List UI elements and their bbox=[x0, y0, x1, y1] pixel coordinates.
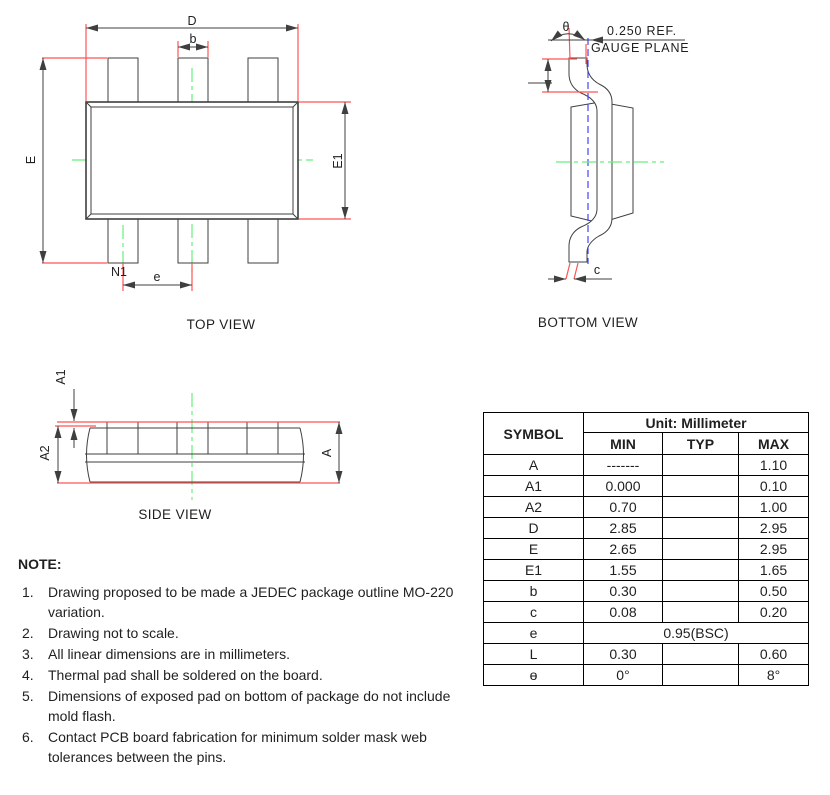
caption-side-view: SIDE VIEW bbox=[138, 507, 212, 522]
cell-max: 8° bbox=[739, 665, 809, 686]
package-body-top-view bbox=[86, 102, 298, 219]
cell-max: 0.10 bbox=[739, 476, 809, 497]
note-number: 5. bbox=[22, 688, 34, 704]
label-ref: 0.250 REF. bbox=[607, 24, 677, 38]
cell-max: 2.95 bbox=[739, 539, 809, 560]
cell-max: 1.00 bbox=[739, 497, 809, 518]
table-row bbox=[484, 560, 809, 581]
reference-planes-side-view bbox=[55, 422, 340, 483]
dim-theta bbox=[548, 20, 591, 64]
note-item bbox=[18, 727, 455, 767]
cell-typ bbox=[663, 581, 739, 602]
cell-symbol: L bbox=[484, 644, 584, 665]
cell-min: 0° bbox=[584, 665, 663, 686]
dim-label-c: c bbox=[593, 263, 601, 277]
cell-typ bbox=[663, 497, 739, 518]
col-header-typ: TYP bbox=[663, 433, 739, 455]
dim-e bbox=[123, 263, 192, 291]
col-header-unit: Unit: Millimeter bbox=[584, 413, 809, 433]
cell-symbol: c bbox=[484, 602, 584, 623]
dim-b bbox=[178, 32, 208, 57]
pin bbox=[247, 422, 278, 454]
note-text: Drawing not to scale. bbox=[48, 625, 179, 641]
label-gauge-plane: GAUGE PLANE bbox=[591, 41, 690, 55]
cell-symbol: e bbox=[484, 623, 584, 644]
dim-label-A: A bbox=[320, 448, 334, 458]
dim-A bbox=[320, 422, 339, 483]
caption-bottom-view: BOTTOM VIEW bbox=[537, 315, 639, 330]
cell-min: 0.000 bbox=[584, 476, 663, 497]
col-header-max: MAX bbox=[739, 433, 809, 455]
cell-symbol: ɵ bbox=[484, 665, 584, 686]
cell-typ bbox=[663, 455, 739, 476]
cell-max: 2.95 bbox=[739, 518, 809, 539]
cell-min: 2.65 bbox=[584, 539, 663, 560]
cell-typ bbox=[663, 560, 739, 581]
cell-typ bbox=[663, 602, 739, 623]
notes-section bbox=[18, 554, 455, 768]
note-item bbox=[18, 623, 455, 643]
cell-symbol: b bbox=[484, 581, 584, 602]
note-number: 1. bbox=[22, 584, 34, 600]
dim-label-theta: θ bbox=[562, 20, 570, 34]
pin bbox=[248, 219, 278, 263]
note-number: 4. bbox=[22, 667, 34, 683]
cell-min: 2.85 bbox=[584, 518, 663, 539]
dim-label-b: b bbox=[189, 32, 197, 46]
note-item bbox=[18, 665, 455, 685]
table-row bbox=[484, 497, 809, 518]
dim-label-A1: A1 bbox=[54, 369, 68, 385]
note-text: Thermal pad shall be soldered on the board. bbox=[48, 667, 323, 683]
cell-typ bbox=[663, 518, 739, 539]
dimension-table bbox=[483, 412, 809, 686]
cell-symbol: E bbox=[484, 539, 584, 560]
body-right-edge bbox=[300, 428, 304, 482]
cell-typ bbox=[663, 539, 739, 560]
note-item bbox=[18, 644, 455, 664]
note-text: Dimensions of exposed pad on bottom of package do not include mold flash. bbox=[48, 688, 451, 724]
table-row bbox=[484, 455, 809, 476]
cell-symbol: D bbox=[484, 518, 584, 539]
cell-span-value: 0.95(BSC) bbox=[584, 623, 809, 644]
dim-label-E1: E1 bbox=[331, 153, 345, 169]
note-number: 2. bbox=[22, 625, 34, 641]
dim-A2 bbox=[38, 426, 58, 483]
side-view bbox=[38, 369, 340, 522]
body-outline bbox=[86, 102, 298, 219]
dim-label-D: D bbox=[187, 14, 197, 28]
pin bbox=[178, 219, 208, 263]
note-number: 3. bbox=[22, 646, 34, 662]
col-header-min: MIN bbox=[584, 433, 663, 455]
cell-typ bbox=[663, 476, 739, 497]
note-text: Contact PCB board fabrication for minimum solder mask web tolerances between the pins. bbox=[48, 729, 427, 765]
label-N1: N1 bbox=[111, 265, 127, 279]
dim-label-A2: A2 bbox=[38, 445, 52, 461]
cell-min: ------- bbox=[584, 455, 663, 476]
pin bbox=[178, 58, 208, 102]
cell-symbol: A2 bbox=[484, 497, 584, 518]
cell-min: 0.30 bbox=[584, 644, 663, 665]
note-text: Drawing proposed to be made a JEDEC package outline MO-220 variation. bbox=[48, 584, 454, 620]
table-row bbox=[484, 476, 809, 497]
dim-label-E: E bbox=[24, 155, 38, 165]
cell-min: 1.55 bbox=[584, 560, 663, 581]
table-row bbox=[484, 539, 809, 560]
cell-min: 0.30 bbox=[584, 581, 663, 602]
cell-typ bbox=[663, 644, 739, 665]
cell-symbol: A1 bbox=[484, 476, 584, 497]
dim-A1 bbox=[54, 369, 74, 448]
cell-min: 0.08 bbox=[584, 602, 663, 623]
caption-top-view: TOP VIEW bbox=[186, 317, 256, 332]
cell-min: 0.70 bbox=[584, 497, 663, 518]
note-item bbox=[18, 582, 455, 622]
dim-c bbox=[548, 263, 612, 279]
table-row bbox=[484, 518, 809, 539]
cell-max: 0.60 bbox=[739, 644, 809, 665]
note-item bbox=[18, 686, 455, 726]
pin bbox=[107, 422, 138, 454]
note-number: 6. bbox=[22, 729, 34, 745]
pin bbox=[248, 58, 278, 102]
package-body-side-view bbox=[85, 428, 305, 482]
cell-max: 1.65 bbox=[739, 560, 809, 581]
notes-title: NOTE: bbox=[18, 556, 62, 572]
bottom-view bbox=[528, 20, 689, 330]
extension-line bbox=[574, 263, 578, 279]
extension-line bbox=[566, 263, 570, 279]
pin bbox=[108, 58, 138, 102]
cell-max: 0.50 bbox=[739, 581, 809, 602]
cell-max: 1.10 bbox=[739, 455, 809, 476]
table-row bbox=[484, 602, 809, 623]
note-text: All linear dimensions are in millimeters. bbox=[48, 646, 290, 662]
cell-max: 0.20 bbox=[739, 602, 809, 623]
cell-typ bbox=[663, 665, 739, 686]
table-row bbox=[484, 581, 809, 602]
table-row bbox=[484, 644, 809, 665]
col-header-symbol: SYMBOL bbox=[484, 413, 584, 455]
cell-symbol: A bbox=[484, 455, 584, 476]
body-left-edge bbox=[87, 428, 91, 482]
dim-label-e: e bbox=[153, 270, 161, 284]
cell-symbol: E1 bbox=[484, 560, 584, 581]
table-row bbox=[484, 665, 809, 686]
dim-gauge bbox=[591, 24, 689, 55]
top-view bbox=[24, 14, 351, 332]
table-row bbox=[484, 623, 809, 644]
